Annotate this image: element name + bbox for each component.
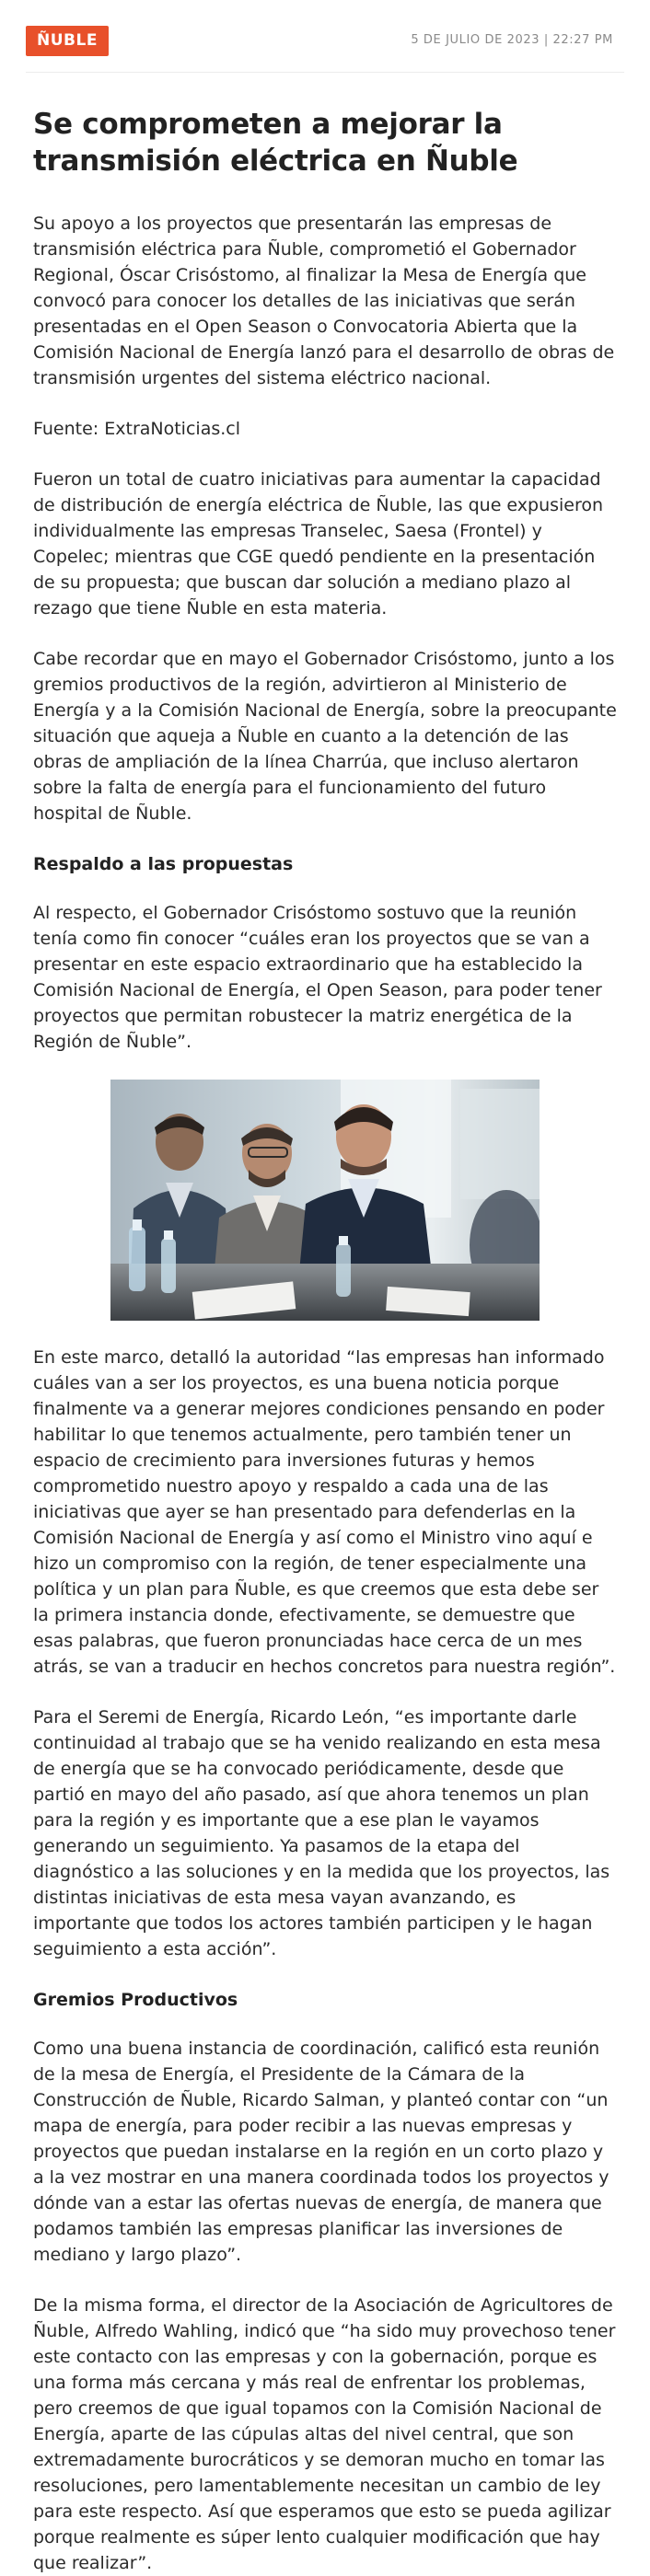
category-tag[interactable]: ÑUBLE	[26, 26, 109, 56]
paragraph-4: Al respecto, el Gobernador Crisóstomo sostuvo que la reunión tenía como fin conocer “cuáles eran los proyectos que se van a presentar en este espacio extraordinario que ha establecido la Comisión Nacional de Energía, el Open Season, para poder tener proyectos que permitan robustecer la matriz energética de la Región de Ñuble”.	[33, 903, 602, 1052]
publish-date: 5 DE JULIO DE 2023 | 22:27 PM	[411, 33, 613, 47]
subheading-gremios: Gremios Productivos	[33, 1990, 238, 2010]
paragraph-6: Para el Seremi de Energía, Ricardo León, “es importante darle continuidad al trabajo que se ha venido realizando en esta mesa de energía que se ha convocado periódicamente, desde que partió en mayo del año pasado, así que ahora tenemos un plan para la región y es importante que a ese plan le vayamos generando un seguimiento. Ya pasamos de la etapa del diagnóstico a las soluciones y en la medida que los proyectos, las distintas iniciativas de esta mesa vayan avanzando, es importante que todos los actores también participen y le hagan seguimiento a esta acción”.	[33, 1707, 610, 1959]
paragraph-3: Cabe recordar que en mayo el Gobernador Crisóstomo, junto a los gremios productivos de la región, advirtieron al Ministerio de Energía y a la Comisión Nacional de Energía, sobre la preocupante situación que aqueja a Ñuble en cuanto a la detención de las obras de ampliación de la línea Charrúa, que incluso alertaron sobre la falta de energía para el funcionamiento del futuro hospital de Ñuble.	[33, 649, 617, 824]
meeting-photo-illustration	[110, 1080, 540, 1321]
article-title: Se comprometen a mejorar la transmisión eléctrica en Ñuble	[33, 108, 518, 178]
subheading-respaldo: Respaldo a las propuestas	[33, 854, 294, 874]
article-header	[26, 0, 624, 73]
paragraph-1: Su apoyo a los proyectos que presentarán las empresas de transmisión eléctrica para Ñuble, comprometió el Gobernador Regional, Óscar Crisóstomo, al finalizar la Mesa de Energía que convocó para conocer los detalles de las iniciativas que serán presentadas en el Open Season o Convocatoria Abierta que la Comisión Nacional de Energía lanzó para el desarrollo de obras de transmisión urgentes del sistema eléctrico nacional.	[33, 214, 615, 388]
paragraph-7: Como una buena instancia de coordinación, calificó esta reunión de la mesa de Energía, el Presidente de la Cámara de la Construcción de Ñuble, Ricardo Salman, y planteó contar con “un mapa de energía, para poder recibir a las nuevas empresas y proyectos que puedan instalarse en la región en un corto plazo y a la vez mostrar en una manera coordinada todos los proyectos y dónde van a estar las ofertas nuevas de energía, de manera que podamos también las empresas planificar las inversiones de mediano y largo plazo”.	[33, 2039, 609, 2265]
article-body	[0, 73, 650, 2576]
paragraph-8: De la misma forma, el director de la Asociación de Agricultores de Ñuble, Alfredo Wahling, indicó que “ha sido muy provechoso tener este contacto con las empresas y con la gobernación, porque es una forma más cercana y más real de enfrentar los problemas, pero creemos de que igual topamos con la Comisión Nacional de Energía, aparte de las cúpulas altas del nivel central, que son extremadamente burocráticos y se demoran mucho en tomar las resoluciones, pero lamentablemente necesitan un cambio de ley para este respecto. Así que esperamos que esto se pueda agilizar porque realmente es súper lento cualquier modificación que hay que realizar”.	[33, 2295, 616, 2573]
source-line: Fuente: ExtraNoticias.cl	[33, 419, 240, 439]
paragraph-2: Fueron un total de cuatro iniciativas para aumentar la capacidad de distribución de energía eléctrica de Ñuble, las que expusieron individualmente las empresas Transelec, Saesa (Frontel) y Copelec; mientras que CGE quedó pendiente en la presentación de su propuesta; que buscan dar solución a mediano plazo al rezago que tiene Ñuble en esta materia.	[33, 469, 604, 618]
paragraph-5: En este marco, detalló la autoridad “las empresas han informado cuáles van a ser los proyectos, es una buena noticia porque finalmente va a generar mejores condiciones pensando en poder habilitar lo que tenemos actualmente, pero también tener un espacio de crecimiento para inversiones futuras y hemos comprometido nuestro apoyo y respaldo a cada una de las iniciativas que ayer se han presentado para defenderlas en la Comisión Nacional de Energía y así como el Ministro vino aquí e hizo un compromiso con la región, de tener especialmente una política y un plan para Ñuble, es que creemos que esta debe ser la primera instancia donde, efectivamente, se demuestre que esas palabras, que fueron pronunciadas hace cerca de un mes atrás, se van a traducir en hechos concretos para nuestra región”.	[33, 1347, 616, 1677]
article-photo	[110, 1080, 540, 1321]
